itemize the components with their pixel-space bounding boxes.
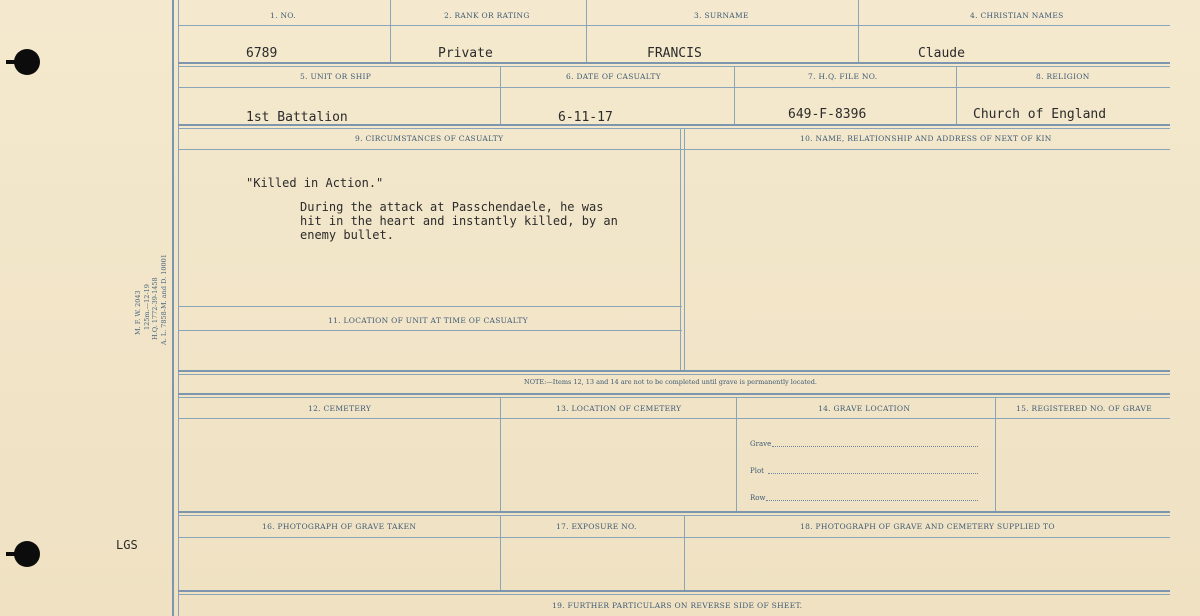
header-registered-no: 15. REGISTERED NO. OF GRAVE: [1016, 404, 1152, 413]
rule: [178, 370, 1170, 372]
header-christian-names: 4. CHRISTIAN NAMES: [970, 11, 1064, 20]
plot-label: Plot: [750, 467, 764, 475]
header-grave-location: 14. GRAVE LOCATION: [818, 404, 911, 413]
row-label: Row: [750, 494, 766, 502]
value-date: 6-11-17: [558, 110, 613, 125]
side-stamp-line2: 125m.—12-19: [143, 284, 151, 330]
col-divider: [680, 128, 681, 370]
header-location-of-unit: 11. LOCATION OF UNIT AT TIME OF CASUALTY: [328, 316, 528, 325]
col-divider: [858, 0, 859, 62]
header-circumstances: 9. CIRCUMSTANCES OF CASUALTY: [355, 134, 504, 143]
rule: [178, 537, 1170, 538]
rule: [178, 128, 1170, 129]
row-dots: [766, 500, 978, 501]
header-further-particulars: 19. FURTHER PARTICULARS ON REVERSE SIDE OF SHEET.: [552, 601, 803, 610]
col-divider: [684, 515, 685, 590]
rule: [178, 393, 1170, 395]
rule: [178, 397, 1170, 398]
rule: [178, 374, 1170, 375]
col-divider: [500, 397, 501, 511]
side-stamp-line1: M. F. W. 2043: [134, 290, 142, 335]
value-rank: Private: [438, 46, 493, 61]
rule: [178, 149, 1170, 150]
header-surname: 3. SURNAME: [694, 11, 749, 20]
punch-hole-top: [14, 49, 40, 75]
header-date: 6. DATE OF CASUALTY: [566, 72, 661, 81]
header-number: 1. NO.: [270, 11, 296, 20]
header-cemetery: 12. CEMETERY: [308, 404, 372, 413]
punch-hole-bottom: [14, 541, 40, 567]
form-border-left-inner: [178, 0, 179, 616]
side-stamp-line4: A. L. 7858-M. and D. 10001: [160, 254, 168, 345]
header-photograph-supplied: 18. PHOTOGRAPH OF GRAVE AND CEMETERY SUPPLIED TO: [800, 522, 1055, 531]
rule: [178, 515, 1170, 516]
col-divider: [500, 515, 501, 590]
col-divider: [390, 0, 391, 62]
value-surname: FRANCIS: [647, 46, 702, 61]
note-text: NOTE:—Items 12, 13 and 14 are not to be completed until grave is permanently located.: [524, 378, 817, 386]
col-divider: [956, 66, 957, 124]
value-unit: 1st Battalion: [246, 110, 348, 125]
value-christian-names: Claude: [918, 46, 965, 61]
rule: [178, 66, 1170, 67]
lgs-mark: LGS: [116, 538, 138, 552]
header-religion: 8. RELIGION: [1036, 72, 1090, 81]
circumstances-line4: enemy bullet.: [300, 228, 394, 242]
rule: [178, 594, 1170, 595]
value-file-no: 649-F-8396: [788, 107, 867, 122]
col-divider: [736, 397, 737, 511]
rule: [178, 87, 1170, 88]
col-divider: [734, 66, 735, 124]
plot-dots: [768, 473, 978, 474]
circumstances-line2: During the attack at Passchendaele, he was: [300, 200, 604, 214]
rule: [178, 62, 1170, 64]
col-divider: [586, 0, 587, 62]
header-exposure-no: 17. EXPOSURE NO.: [556, 522, 637, 531]
grave-label: Grave: [750, 440, 772, 448]
header-photograph-taken: 16. PHOTOGRAPH OF GRAVE TAKEN: [262, 522, 417, 531]
value-number: 6789: [246, 46, 278, 61]
value-religion: Church of England: [973, 107, 1107, 122]
rule: [178, 590, 1170, 592]
header-unit: 5. UNIT OR SHIP: [300, 72, 372, 81]
rule: [178, 418, 1170, 419]
rule: [178, 511, 1170, 513]
rule: [178, 330, 682, 331]
circumstances-line3: hit in the heart and instantly killed, by an: [300, 214, 618, 228]
col-divider: [500, 66, 501, 124]
form-border-left: [172, 0, 174, 616]
rule: [178, 25, 1170, 26]
header-file-no: 7. H.Q. FILE NO.: [808, 72, 878, 81]
rule: [178, 306, 682, 307]
side-stamp-line3: H.Q. 1772-39-1458: [151, 277, 159, 340]
header-rank: 2. RANK OR RATING: [444, 11, 530, 20]
header-next-of-kin: 10. NAME, RELATIONSHIP AND ADDRESS OF NEXT OF KIN: [800, 134, 1052, 143]
circumstances-line1: "Killed in Action.": [246, 176, 384, 190]
grave-dots: [772, 446, 978, 447]
col-divider: [684, 128, 685, 370]
header-location-of-cemetery: 13. LOCATION OF CEMETERY: [556, 404, 682, 413]
col-divider: [995, 397, 996, 511]
